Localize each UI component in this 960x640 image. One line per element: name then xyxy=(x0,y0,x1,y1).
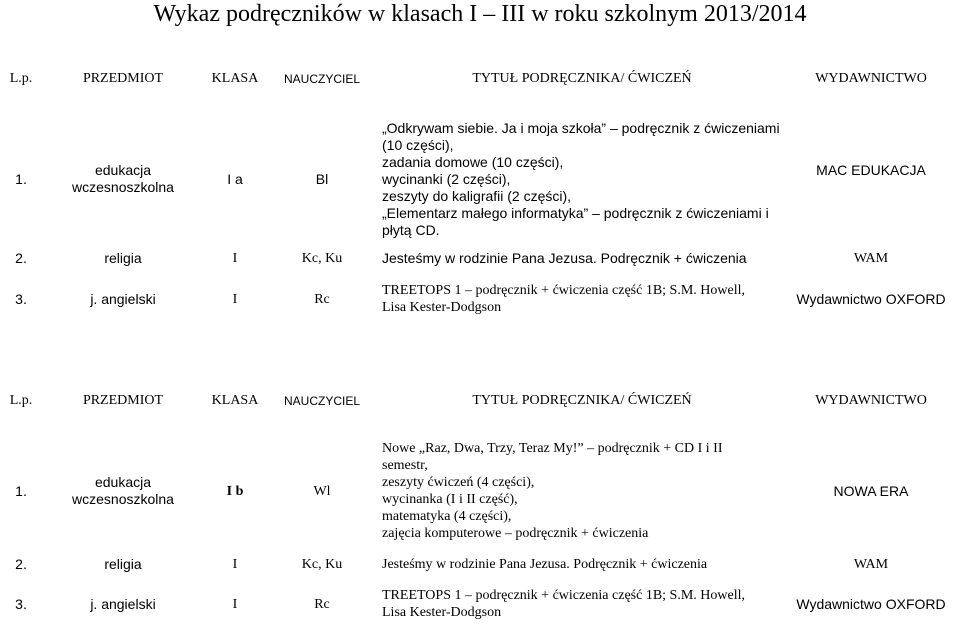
row-lp: 3. xyxy=(15,595,27,612)
row-publisher: WAM xyxy=(853,250,889,266)
row-lp: 1. xyxy=(15,482,27,499)
table-header-row xyxy=(0,386,960,416)
title-line: TREETOPS 1 – podręcznik + ćwiczenia część 1B; S.M. Howell, xyxy=(382,283,746,298)
subject-line: wczesnoszkolna xyxy=(72,179,174,195)
row-publisher: NOWA ERA xyxy=(833,482,909,499)
title-line: zajęcia komputerowe – podręcznik + ćwiczenia xyxy=(382,526,649,541)
header-title: TYTUŁ PODRĘCZNIKA/ ĆWICZEŃ xyxy=(472,393,692,408)
header-publisher: WYDAWNICTWO xyxy=(815,393,927,408)
header-teacher: NAUCZYCIEL xyxy=(283,72,360,86)
row-lp: 1. xyxy=(15,170,27,187)
row-class: I xyxy=(232,596,238,612)
row-subject xyxy=(42,436,204,546)
title-line: wycinanka (I i II część), xyxy=(382,492,518,507)
textbook-table-class-1b xyxy=(0,386,960,626)
row-teacher: Rc xyxy=(314,596,330,612)
title-line: Lisa Kester-Dodgson xyxy=(382,300,502,315)
row-teacher: Bl xyxy=(315,170,329,187)
header-publisher: WYDAWNICTWO xyxy=(815,71,927,86)
row-lp: 2. xyxy=(15,249,27,266)
title-line: płytą CD. xyxy=(382,221,440,238)
table-row xyxy=(0,582,960,626)
row-teacher: Rc xyxy=(314,291,330,307)
row-title xyxy=(378,276,782,322)
row-subject: religia xyxy=(104,555,142,572)
title-line: wycinanki (2 części), xyxy=(382,170,511,187)
header-subject: PRZEDMIOT xyxy=(82,71,164,86)
page-title: Wykaz podręczników w klasach I – III w roku szkolnym 2013/2014 xyxy=(153,1,807,27)
row-title xyxy=(378,582,782,626)
title-line: zeszyty ćwiczeń (4 części), xyxy=(382,475,535,490)
title-line: semestr, xyxy=(382,458,428,473)
row-teacher: Kc, Ku xyxy=(301,556,343,572)
header-title: TYTUŁ PODRĘCZNIKA/ ĆWICZEŃ xyxy=(472,71,692,86)
table-header-row xyxy=(0,64,960,94)
row-teacher: Kc, Ku xyxy=(301,250,343,266)
row-lp: 2. xyxy=(15,555,27,572)
row-class: I b xyxy=(226,483,244,499)
title-line: (10 części), xyxy=(382,136,454,153)
row-publisher: MAC EDUKACJA xyxy=(816,162,926,178)
row-subject: j. angielski xyxy=(90,290,156,307)
row-title xyxy=(378,436,782,546)
row-class: I xyxy=(232,291,238,307)
row-title: Jesteśmy w rodzinie Pana Jezusa. Podręcznik + ćwiczenia xyxy=(382,249,747,266)
subject-line: edukacja xyxy=(94,162,152,178)
row-publisher: WAM xyxy=(853,556,889,572)
title-line: Lisa Kester-Dodgson xyxy=(382,605,502,620)
row-subject xyxy=(42,118,204,240)
header-lp: L.p. xyxy=(9,71,33,86)
title-line: TREETOPS 1 – podręcznik + ćwiczenia część 1B; S.M. Howell, xyxy=(382,588,746,603)
row-class: I xyxy=(232,250,238,266)
row-lp: 3. xyxy=(15,290,27,307)
header-subject: PRZEDMIOT xyxy=(82,393,164,408)
title-line: Nowe „Raz, Dwa, Trzy, Teraz My!” – podręcznik + CD I i II xyxy=(382,441,723,456)
row-teacher: Wl xyxy=(313,483,331,499)
table-row xyxy=(0,436,960,546)
row-class: I xyxy=(232,556,238,572)
subject-line: edukacja xyxy=(94,474,152,490)
title-line: „Odkrywam siebie. Ja i moja szkoła” – podręcznik z ćwiczeniami xyxy=(382,119,780,136)
subject-line: wczesnoszkolna xyxy=(72,491,174,507)
table-row xyxy=(0,240,960,276)
row-title: Jesteśmy w rodzinie Pana Jezusa. Podręcznik + ćwiczenia xyxy=(382,556,708,572)
row-class: I a xyxy=(227,170,243,187)
row-subject: j. angielski xyxy=(90,595,156,612)
textbook-table-class-1a xyxy=(0,64,960,322)
row-publisher: Wydawnictwo OXFORD xyxy=(796,595,946,612)
header-teacher: NAUCZYCIEL xyxy=(283,394,360,408)
title-line: zadania domowe (10 części), xyxy=(382,153,564,170)
title-line: zeszyty do kaligrafii (2 części), xyxy=(382,187,572,204)
header-lp: L.p. xyxy=(9,393,33,408)
row-publisher: Wydawnictwo OXFORD xyxy=(796,290,946,307)
title-line: „Elementarz małego informatyka” – podręcznik z ćwiczeniami i xyxy=(382,204,769,221)
header-class: KLASA xyxy=(211,393,259,408)
table-row xyxy=(0,276,960,322)
header-class: KLASA xyxy=(211,71,259,86)
title-line: matematyka (4 części), xyxy=(382,509,512,524)
table-row xyxy=(0,118,960,240)
row-subject: religia xyxy=(104,249,142,266)
table-row xyxy=(0,546,960,582)
row-title xyxy=(378,118,782,240)
